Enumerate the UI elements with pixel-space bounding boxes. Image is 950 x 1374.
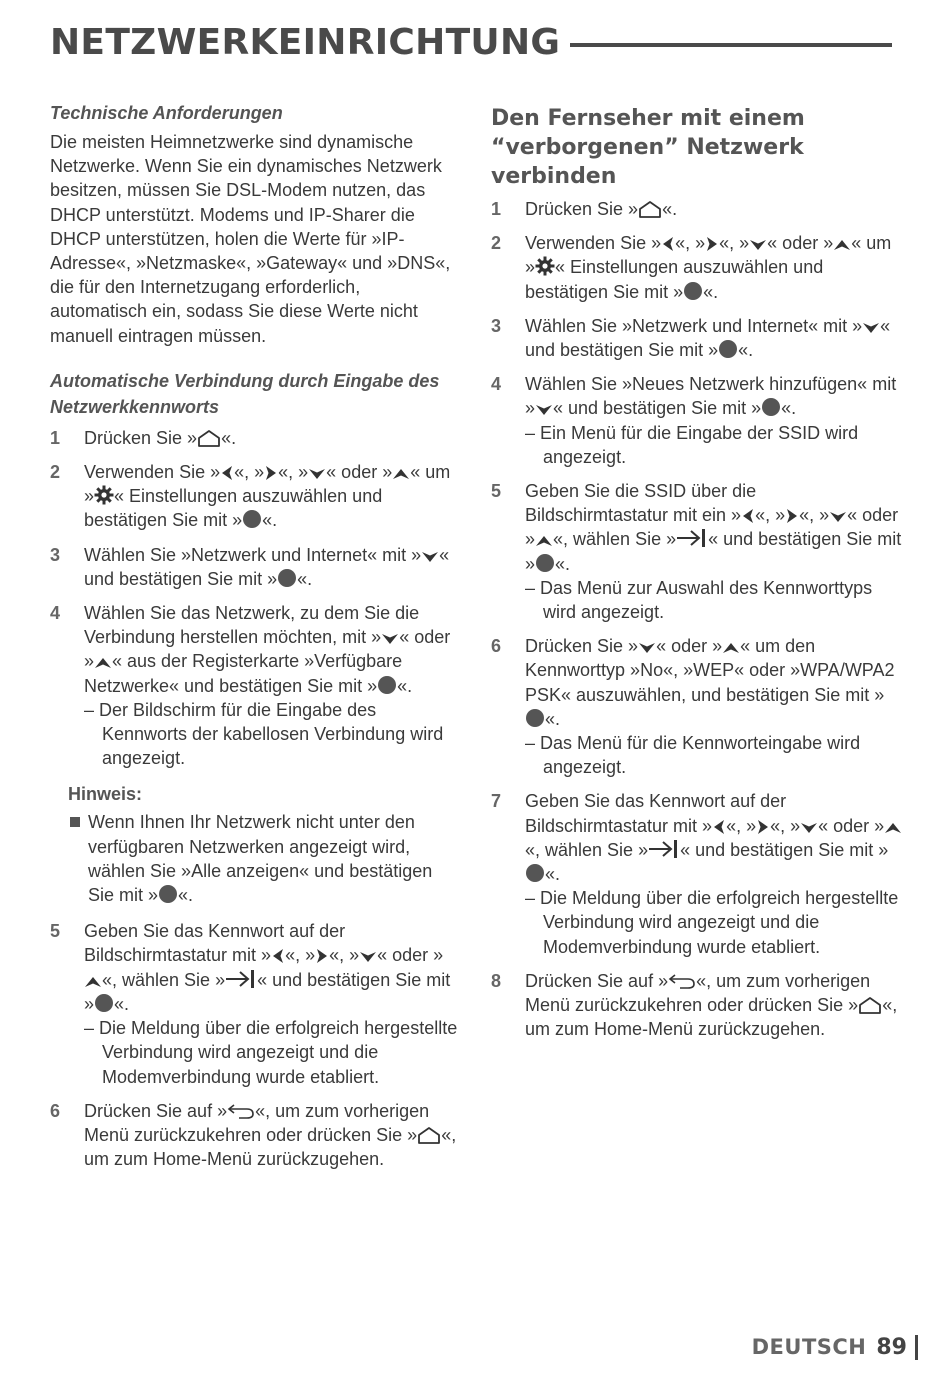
arrow-down-icon	[359, 950, 377, 964]
step-text: Wählen Sie »Neues Netzwerk hinzufügen« mit » « und bestätigen Sie mit » «. – Ein Menü für die Eingabe der SSID wird angezeigt.	[525, 372, 903, 469]
page-title: NETZWERKEINRICHTUNG	[50, 21, 561, 63]
right-column	[491, 100, 903, 1052]
enter-icon	[676, 528, 708, 548]
step-1	[491, 197, 903, 221]
hidden-network-steps	[491, 197, 903, 1042]
step-text: Wählen Sie »Netzwerk und Internet« mit » « und bestätigen Sie mit » «.	[84, 544, 450, 589]
step-8	[491, 969, 903, 1042]
arrow-right-icon	[756, 819, 770, 835]
step-text: Drücken Sie auf » «, um zum vorherigen Menü zurückzukehren oder drücken Sie » «, um zum Home-Menü zurückzugehen.	[525, 970, 898, 1040]
tech-text: Die meisten Heimnetzwerke sind dynamische Netzwerke. Wenn Sie ein dynamisches Netzwerk besitzen, müssen Sie DSL-Modem nutzen, das DHCP unterstützt. Modems und IP-Sharer die DHCP unterstützen, holen die Werte für »IP-Adresse«, »Netzmaske«, »Gateway« und »DNS«, die für den Internetzugang erforderlich, automatisch ein, sodass Sie diese Werte nicht manuell eintragen müssen.	[50, 132, 451, 346]
step-text: Wählen Sie das Netzwerk, zu dem Sie die Verbindung herstellen möchten, mit » « oder » « aus der Registerkarte »Verfügbare Netzwerke« und bestätigen Sie mit » «. – Der Bildschirm für die Eingabe des Kennworts der kabellosen Verbindung wird angezeigt.	[84, 601, 458, 770]
step-note: – Das Menü für die Kennworteingabe wird angezeigt.	[525, 733, 861, 778]
step-number: 2	[50, 462, 61, 483]
step-7	[491, 789, 903, 958]
ok-button-icon	[242, 509, 262, 529]
step-6	[50, 1099, 458, 1172]
arrow-up-icon	[833, 238, 851, 252]
arrow-down-icon	[535, 403, 553, 417]
arrow-left-icon	[271, 948, 285, 964]
footer-language: DEUTSCH	[751, 1335, 867, 1359]
step-number: 3	[491, 315, 502, 336]
page-footer	[752, 1330, 918, 1364]
step-note: – Die Meldung über die erfolgreich hergestellte Verbindung wird angezeigt und die Modemverbindung wurde etabliert.	[525, 888, 899, 957]
enter-icon	[225, 969, 257, 989]
step-number: 3	[50, 544, 61, 565]
step-number: 4	[491, 374, 502, 395]
step-number: 2	[491, 233, 502, 254]
arrow-down-icon	[862, 321, 880, 335]
step-text: Drücken Sie » «.	[525, 199, 678, 219]
step-text: Geben Sie das Kennwort auf der Bildschirmtastatur mit » «, » «, » « oder » «, wählen Sie » « und bestätigen Sie mit » «. – Die Meldung über die erfolgreich hergestellte Verbindung wird angezeigt und die Modemverbindung wurde etabliert.	[525, 789, 903, 958]
back-icon	[668, 972, 696, 990]
home-icon	[638, 200, 662, 218]
step-4	[50, 601, 458, 770]
header-rule	[570, 43, 892, 47]
arrow-left-icon	[712, 819, 726, 835]
gear-icon	[535, 256, 555, 276]
step-4	[491, 372, 903, 469]
ok-button-icon	[277, 568, 297, 588]
arrow-down-icon	[308, 467, 326, 481]
left-column	[50, 100, 458, 1181]
step-note: – Das Menü zur Auswahl des Kennworttyps wird angezeigt.	[525, 577, 873, 623]
step-3	[50, 543, 458, 591]
enter-icon	[648, 839, 680, 859]
step-text: Geben Sie das Kennwort auf der Bildschirmtastatur mit » «, » «, » « oder » «, wählen Sie » « und bestätigen Sie mit » «. – Die Meldung über die erfolgreich hergestellte Verbindung wird angezeigt und die Modemverbindung wurde etabliert.	[84, 919, 458, 1088]
step-2	[50, 460, 458, 533]
step-number: 6	[50, 1100, 61, 1121]
step-6	[491, 634, 903, 779]
ok-button-icon	[683, 281, 703, 301]
arrow-up-icon	[535, 534, 553, 548]
note-text: Wenn Ihnen Ihr Netzwerk nicht unter den verfügbaren Netzwerken angezeigt wird, wählen Sie »Alle anzeigen« und bestätigen Sie mit » «.	[88, 812, 433, 906]
arrow-left-icon	[741, 508, 755, 524]
ok-button-icon	[535, 553, 555, 573]
note-item	[68, 810, 458, 907]
step-number: 1	[50, 427, 61, 448]
note-heading: Hinweis:	[68, 784, 143, 805]
ok-button-icon	[94, 993, 114, 1013]
step-number: 1	[491, 199, 502, 219]
page-number: 89	[876, 1335, 918, 1360]
arrow-up-icon	[392, 467, 410, 481]
arrow-down-icon	[381, 632, 399, 646]
arrow-up-icon	[722, 641, 740, 655]
arrow-down-icon	[800, 821, 818, 835]
arrow-up-icon	[84, 975, 102, 989]
step-note: – Ein Menü für die Eingabe der SSID wird angezeigt.	[525, 422, 859, 467]
tech-heading: Technische Anforderungen	[50, 103, 283, 123]
hidden-network-heading: Den Fernseher mit einem “verborgenen” Netzwerk verbinden	[491, 106, 805, 189]
arrow-down-icon	[749, 238, 767, 252]
ok-button-icon	[761, 397, 781, 417]
step-1	[50, 426, 458, 450]
ok-button-icon	[525, 863, 545, 883]
step-number: 4	[50, 603, 61, 624]
step-number: 7	[491, 791, 502, 812]
step-note: – Der Bildschirm für die Eingabe des Kennworts der kabellosen Verbindung wird angezeigt.	[84, 699, 444, 769]
arrow-left-icon	[220, 465, 234, 481]
gear-icon	[94, 485, 114, 505]
arrow-right-icon	[785, 508, 799, 524]
step-text: Verwenden Sie » «, » «, » « oder » « um » « Einstellungen auszuwählen und bestätigen Sie mit » «.	[84, 462, 451, 531]
home-icon	[858, 996, 882, 1014]
step-number: 6	[491, 636, 502, 657]
ok-button-icon	[377, 675, 397, 695]
arrow-right-icon	[315, 948, 329, 964]
step-5	[50, 919, 458, 1088]
home-icon	[197, 429, 221, 447]
ok-button-icon	[525, 708, 545, 728]
step-2	[491, 231, 903, 304]
arrow-up-icon	[884, 821, 902, 835]
home-icon	[417, 1126, 441, 1144]
step-number: 5	[50, 921, 61, 942]
ok-button-icon	[718, 339, 738, 359]
step-number: 8	[491, 970, 502, 991]
bullet-square-icon	[70, 817, 80, 827]
step-3	[491, 314, 903, 362]
step-text: Geben Sie die SSID über die Bildschirmtastatur mit ein » «, » «, » « oder » «, wählen Sie » « und bestätigen Sie mit » «. – Das Menü zur Auswahl des Kennworttyps wird angezeigt.	[525, 479, 903, 624]
back-icon	[227, 1102, 255, 1120]
step-note: – Die Meldung über die erfolgreich hergestellte Verbindung wird angezeigt und die Modemverbindung wurde etabliert.	[84, 1018, 458, 1087]
page-header	[50, 14, 892, 70]
ok-button-icon	[158, 884, 178, 904]
auto-steps-continued	[50, 919, 458, 1171]
step-text: Wählen Sie »Netzwerk und Internet« mit » « und bestätigen Sie mit » «.	[525, 315, 891, 361]
arrow-right-icon	[705, 236, 719, 252]
step-text: Verwenden Sie » «, » «, » « oder » « um » « Einstellungen auszuwählen und bestätigen Sie mit » «.	[525, 233, 892, 302]
arrow-left-icon	[661, 236, 675, 252]
auto-heading: Automatische Verbindung durch Eingabe des Netzwerkkennworts	[50, 370, 440, 417]
step-5	[491, 479, 903, 624]
step-text: Drücken Sie » « oder » « um den Kennworttyp »No«, »WEP« oder »WPA/WPA2 PSK« auszuwählen, und bestätigen Sie mit » «. – Das Menü für die Kennworteingabe wird angezeigt.	[525, 634, 903, 779]
arrow-down-icon	[829, 510, 847, 524]
step-text: Drücken Sie auf » «, um zum vorherigen Menü zurückzukehren oder drücken Sie » «, um zum Home-Menü zurückzugehen.	[84, 1100, 457, 1170]
arrow-down-icon	[421, 550, 439, 564]
arrow-up-icon	[94, 656, 112, 670]
arrow-down-icon	[638, 641, 656, 655]
step-text: Drücken Sie » «.	[84, 427, 237, 448]
arrow-right-icon	[264, 465, 278, 481]
auto-steps	[50, 426, 458, 771]
step-number: 5	[491, 481, 502, 502]
